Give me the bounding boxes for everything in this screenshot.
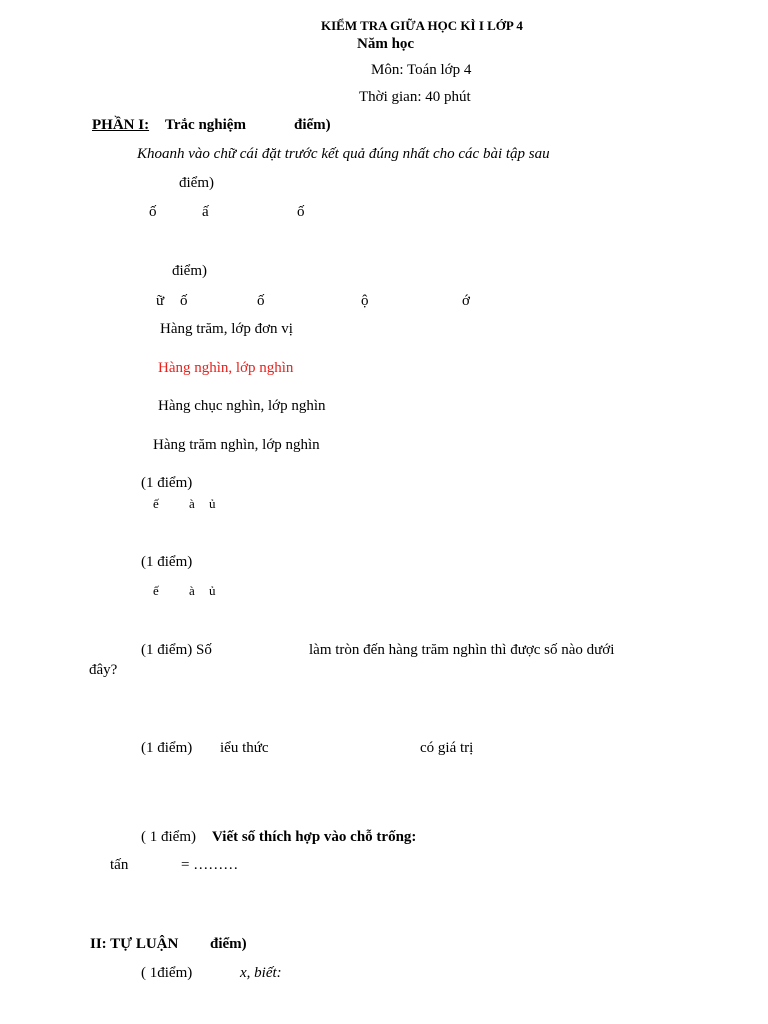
part1-points: điểm): [294, 117, 331, 133]
q1-points: điểm): [179, 175, 214, 191]
part1-instruction: Khoanh vào chữ cái đặt trước kết quả đúng nhất cho các bài tập sau: [137, 146, 550, 162]
exam-title: KIỂM TRA GIỮA HỌC KÌ I LỚP 4: [321, 18, 523, 33]
q3-fragment: ủ: [209, 496, 216, 511]
q2-fragment: ớ: [462, 293, 470, 309]
q5-continuation: đây?: [89, 662, 118, 678]
q3-points: (1 điểm): [141, 475, 193, 491]
q2-fragment: ố: [180, 293, 188, 309]
q3-fragment: ế: [153, 496, 159, 511]
part2-points: điểm): [210, 936, 247, 952]
q2-option-c: Hàng chục nghìn, lớp nghìn: [158, 398, 326, 414]
part2-q1-text: x, biết:: [240, 965, 282, 981]
q6-suffix: có giá trị: [420, 740, 474, 756]
q1-fragment: ố: [297, 204, 305, 220]
q4-points: (1 điểm): [141, 554, 193, 570]
q5-text: làm tròn đến hàng trăm nghìn thì được số nào dưới: [309, 642, 615, 658]
q2-option-b-highlighted: Hàng nghìn, lớp nghìn: [158, 360, 294, 376]
q2-fragment: ố: [257, 293, 265, 309]
q4-fragment: ủ: [209, 583, 216, 598]
subject-line: Môn: Toán lớp 4: [371, 62, 472, 78]
q6-text: iểu thức: [220, 740, 269, 756]
q2-fragment: ộ: [361, 293, 369, 309]
part2-q1-points: ( 1điểm): [141, 965, 193, 981]
q4-fragment: à: [189, 583, 195, 598]
school-year: Năm học: [357, 36, 415, 52]
part1-title: Trắc nghiệm: [165, 117, 246, 133]
q7-instruction: Viết số thích hợp vào chỗ trống:: [212, 829, 417, 845]
q3-fragment: à: [189, 496, 195, 511]
q2-option-d: Hàng trăm nghìn, lớp nghìn: [153, 437, 320, 453]
part1-label: PHẦN I:: [92, 117, 150, 133]
q1-fragment: ố: [149, 204, 157, 220]
q2-fragment: ữ: [156, 293, 165, 309]
q2-points: điểm): [172, 263, 207, 279]
q6-prefix: (1 điểm): [141, 740, 193, 756]
q7-prefix: ( 1 điểm): [141, 829, 196, 845]
duration-line: Thời gian: 40 phút: [359, 89, 471, 105]
q4-fragment: ế: [153, 583, 159, 598]
q2-option-a: Hàng trăm, lớp đơn vị: [160, 321, 293, 337]
part2-heading: II: TỰ LUẬN: [90, 936, 179, 952]
q1-fragment: ấ: [202, 204, 209, 220]
q5-prefix: (1 điểm) Số: [141, 642, 212, 658]
q7-blank: = ………: [181, 857, 239, 873]
q7-unit: tấn: [110, 857, 129, 873]
